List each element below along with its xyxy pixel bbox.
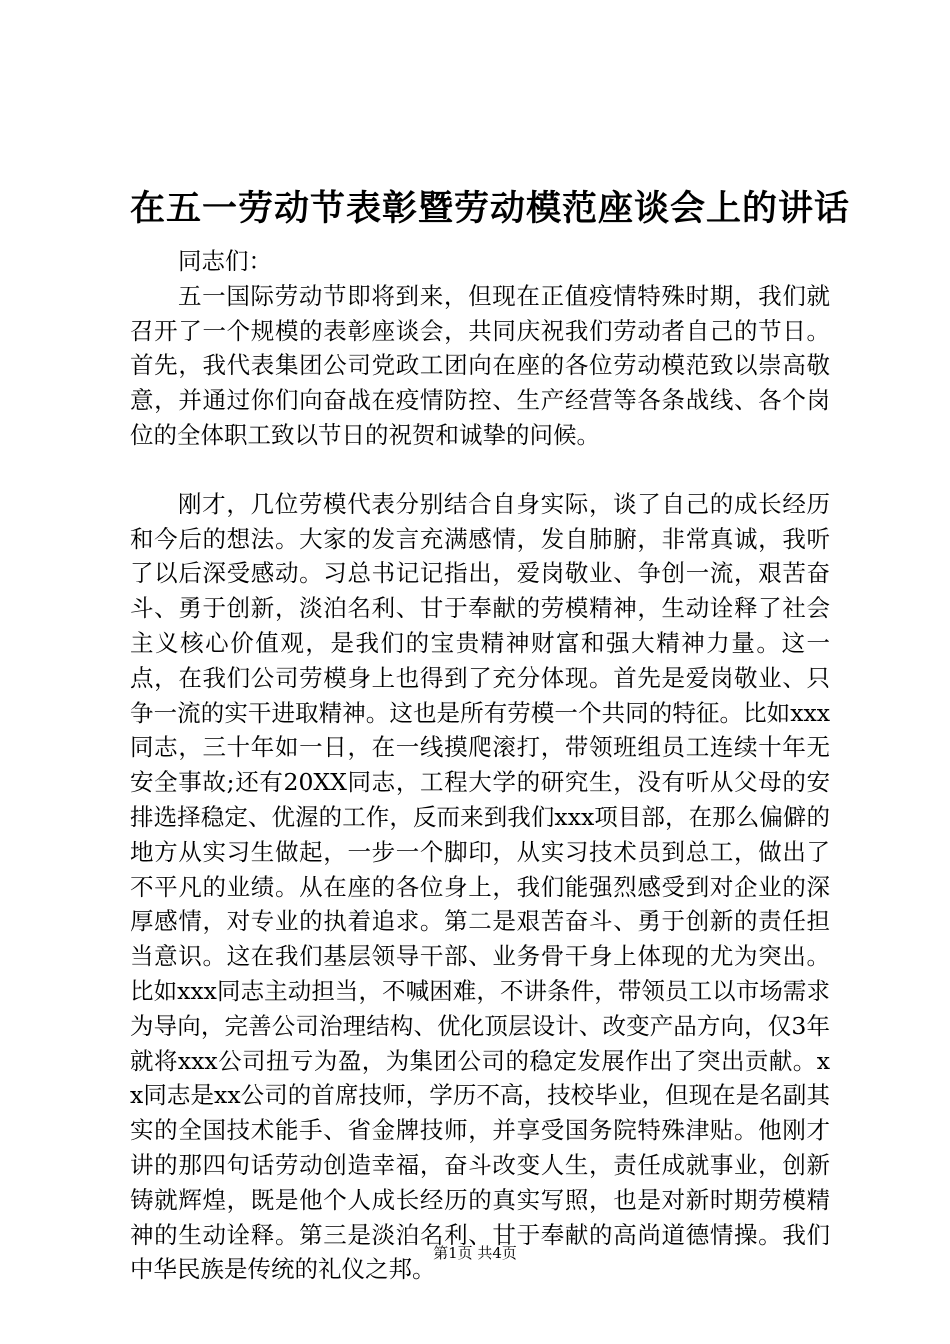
paragraph-spacer	[130, 453, 830, 487]
paragraph-2: 刚才，几位劳模代表分别结合自身实际，谈了自己的成长经历和今后的想法。大家的发言充满感情，发自肺腑，非常真诚，我听了以后深受感动。习总书记记指出，爱岗敬业、争创一流，艰苦奋斗、勇于创新，淡泊名利、甘于奉献的劳模精神，生动诠释了社会主义核心价值观，是我们的宝贵精神财富和强大精神力量。这一点，在我们公司劳模身上也得到了充分体现。首先是爱岗敬业、只争一流的实干进取精神。这也是所有劳模一个共同的特征。比如xxx同志，三十年如一日，在一线摸爬滚打，带领班组员工连续十年无安全事故;还有20XX同志，工程大学的研究生，没有听从父母的安排选择稳定、优渥的工作，反而来到我们xxx项目部，在那么偏僻的地方从实习生做起，一步一个脚印，从实习技术员到总工，做出了不平凡的业绩。从在座的各位身上，我们能强烈感受到对企业的深厚感情，对专业的执着追求。第二是艰苦奋斗、勇于创新的责任担当意识。这在我们基层领导干部、业务骨干身上体现的尤为突出。比如xxx同志主动担当，不喊困难，不讲条件，带领员工以市场需求为导向，完善公司治理结构、优化顶层设计、改变产品方向，仅3年就将xxx公司扭亏为盈，为集团公司的稳定发展作出了突出贡献。xx同志是xx公司的首席技师，学历不高，技校毕业，但现在是名副其实的全国技术能手、省金牌技师，并享受国务院特殊津贴。他刚才讲的那四句话劳动创造幸福，奋斗改变人生，责任成就事业，创新铸就辉煌，既是他个人成长经历的真实写照，也是对新时期劳模精神的生动诠释。第三是淡泊名利、甘于奉献的高尚道德情操。我们中华民族是传统的礼仪之邦。	[130, 489, 830, 1284]
paragraph-1: 五一国际劳动节即将到来，但现在正值疫情特殊时期，我们就召开了一个规模的表彰座谈会，共同庆祝我们劳动者自己的节日。首先，我代表集团公司党政工团向在座的各位劳动模范致以崇高敬意，并通过你们向奋战在疫情防控、生产经营等各条战线、各个岗位的全体职工致以节日的祝贺和诚挚的问候。	[130, 281, 830, 449]
page-footer: 第1页 共4页	[433, 1244, 517, 1262]
salutation: 同志们：	[178, 247, 272, 275]
document-title: 在五一劳动节表彰暨劳动模范座谈会上的讲话	[130, 189, 851, 229]
document-page	[130, 180, 851, 1287]
